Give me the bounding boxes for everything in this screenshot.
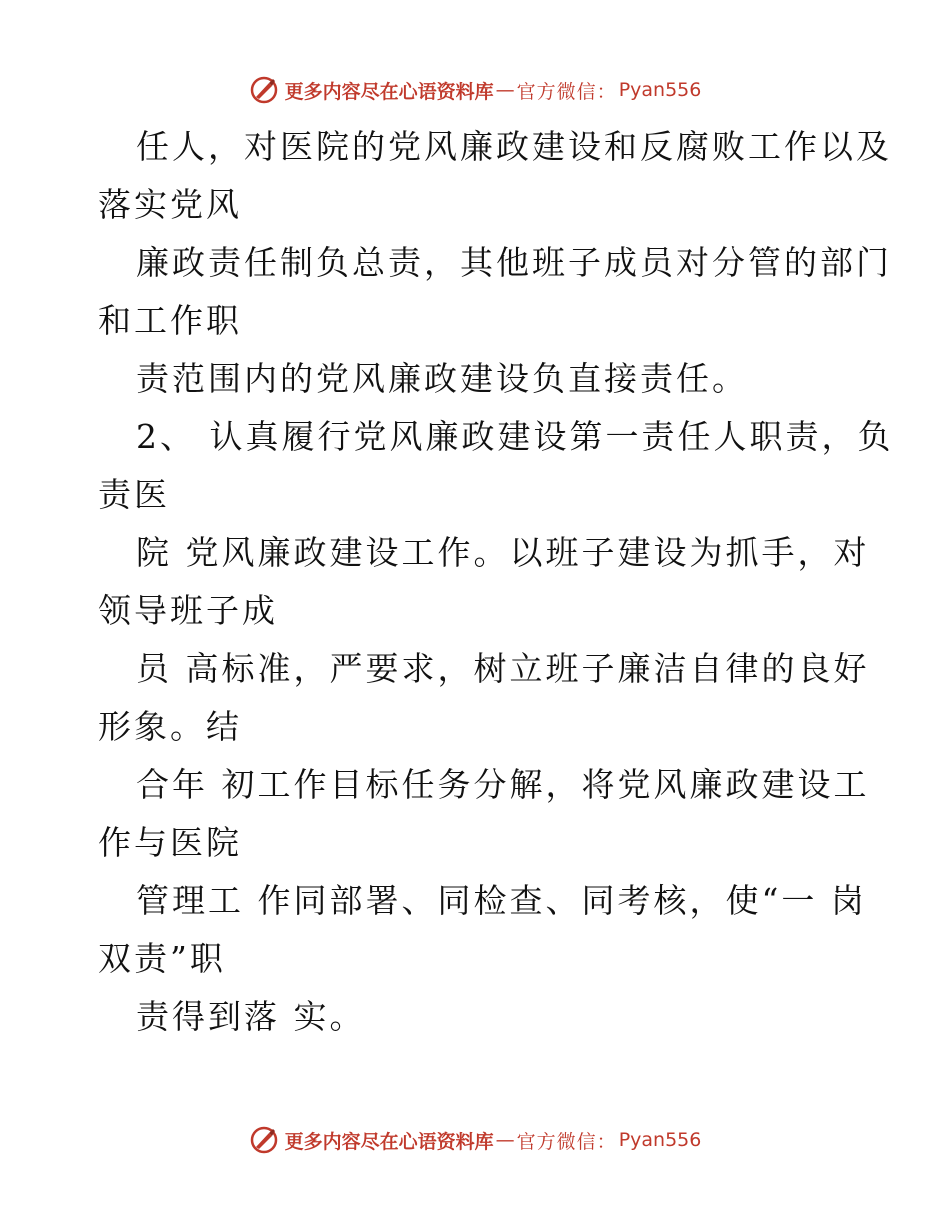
text-line: 和工作职 <box>98 301 242 340</box>
text-line: 责得到落 实。 <box>136 997 366 1036</box>
text-line: 合年 初工作目标任务分解，将党风廉政建设工 <box>136 765 870 804</box>
text-line: 院 党风廉政建设工作。以班子建设为抓手，对 <box>136 533 870 572</box>
watermark-wechat-id: Pyan556 <box>618 1129 702 1151</box>
text-line: 落实党风 <box>98 185 242 224</box>
watermark-dash: — <box>495 1129 515 1151</box>
watermark-wechat-id: Pyan556 <box>618 79 702 101</box>
text-line: 员 高标准，严要求，树立班子廉洁自律的良好 <box>136 649 870 688</box>
text-line: 管理工 作同部署、同检查、同考核，使“一 岗 <box>136 881 867 920</box>
watermark-main-text: 更多内容尽在心语资料库 <box>284 80 494 103</box>
pen-quill-icon <box>249 75 279 105</box>
text-line: 责范围内的党风廉政建设负直接责任。 <box>136 359 748 398</box>
text-line: 任人，对医院的党风廉政建设和反腐败工作以及 <box>136 127 892 166</box>
watermark-main-text: 更多内容尽在心语资料库 <box>284 1130 494 1153</box>
document-body <box>98 118 894 1046</box>
watermark-dash: — <box>495 79 515 101</box>
text-line: 作与医院 <box>98 823 242 862</box>
text-line: 双责”职 <box>98 939 226 978</box>
watermark-header <box>0 70 950 110</box>
text-line: 廉政责任制负总责，其他班子成员对分管的部门 <box>136 243 892 282</box>
watermark-footer <box>0 1120 950 1160</box>
text-line: 2、 认真履行党风廉政建设第一责任人职责，负 <box>136 417 894 456</box>
text-line: 形象。结 <box>98 707 242 746</box>
pen-quill-icon <box>249 1125 279 1155</box>
text-line: 领导班子成 <box>98 591 278 630</box>
watermark-sub-text: 官方微信： <box>516 1130 617 1153</box>
watermark-sub-text: 官方微信： <box>516 80 617 103</box>
text-line: 责医 <box>98 475 170 514</box>
